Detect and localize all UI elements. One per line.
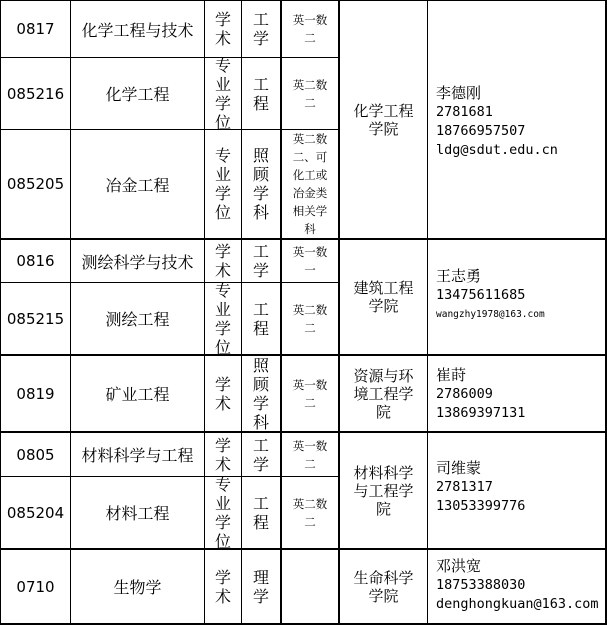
contact-email: denghongkuan@163.com	[436, 596, 599, 612]
degree-type-cell	[205, 550, 241, 623]
exam-cell	[282, 550, 338, 623]
category: 工学	[252, 10, 269, 48]
contact-phone: 2781317	[436, 479, 493, 495]
category-cell	[242, 433, 280, 476]
category-cell	[242, 130, 280, 238]
exam-cell	[282, 240, 338, 282]
contact-email: wangzhy1978@163.com	[436, 309, 545, 320]
exam-subjects: 英二数二	[292, 496, 328, 529]
exam-subjects: 英二数二	[292, 77, 328, 110]
contact-name: 司维蒙	[436, 459, 482, 477]
school-cell	[340, 550, 427, 623]
program-name: 冶金工程	[105, 175, 170, 195]
category: 工程	[252, 74, 269, 113]
category-cell	[242, 240, 280, 282]
exam-cell	[282, 283, 338, 354]
exam-subjects: 英二数二、可化工或冶金类相关学科	[292, 132, 328, 236]
program-name: 化学工程	[105, 85, 170, 104]
degree-type-cell	[205, 280, 241, 357]
exam-subjects: 英一数一	[292, 245, 328, 277]
program-code: 085204	[6, 503, 65, 522]
program-name: 测绘科学与技术	[81, 252, 194, 272]
contact-block	[436, 366, 525, 423]
degree-type-cell	[205, 1, 241, 57]
contact-phone: 2786009	[436, 386, 493, 402]
category-cell	[242, 1, 280, 57]
contact-mobile: 13475611685	[436, 287, 526, 303]
program-code: 085216	[6, 84, 65, 103]
category-cell	[242, 58, 280, 129]
exam-cell	[282, 130, 338, 238]
category-cell	[242, 356, 280, 431]
program-name: 化学工程与技术	[81, 20, 194, 40]
category: 工程	[252, 493, 269, 532]
exam-cell	[282, 356, 338, 431]
contact-email: ldg@sdut.edu.cn	[436, 142, 558, 158]
school-name: 资源与环境工程学院	[353, 366, 414, 421]
program-name: 材料工程	[105, 504, 170, 523]
category-cell	[242, 550, 280, 623]
school-name: 建筑工程学院	[353, 279, 414, 315]
program-code: 085215	[6, 309, 65, 328]
degree-type-cell	[205, 130, 241, 238]
contact-block	[436, 267, 545, 324]
contact-block	[436, 84, 558, 160]
program-code: 085205	[6, 175, 65, 193]
v-line	[427, 0, 428, 625]
degree-type: 专业学位	[214, 280, 231, 357]
contact-mobile: 13053399776	[436, 498, 526, 514]
category: 工程	[252, 299, 269, 338]
contact-name: 王志勇	[436, 267, 482, 285]
exam-cell	[282, 1, 338, 57]
school-cell	[340, 433, 427, 548]
program-code: 0817	[16, 20, 55, 38]
exam-subjects: 英一数二	[292, 377, 328, 410]
program-name: 生物学	[113, 578, 162, 597]
degree-type-cell	[205, 433, 241, 476]
contact-name: 李德刚	[436, 84, 482, 102]
exam-cell	[282, 58, 338, 129]
category: 照顾学科	[252, 355, 269, 432]
degree-type: 学术	[214, 242, 231, 280]
degree-type: 专业学位	[214, 474, 231, 551]
contact-block	[436, 459, 525, 516]
degree-type-cell	[205, 55, 241, 132]
program-code: 0819	[16, 384, 55, 403]
category-cell	[242, 477, 280, 548]
program-name: 材料科学与工程	[81, 446, 194, 465]
category-cell	[242, 283, 280, 354]
exam-cell	[282, 433, 338, 476]
contact-name: 邓洪宽	[436, 557, 482, 575]
degree-type: 专业学位	[214, 146, 231, 222]
degree-type-cell	[205, 240, 241, 282]
category: 理学	[252, 567, 269, 606]
program-code: 0805	[16, 445, 55, 464]
degree-type: 学术	[214, 435, 231, 474]
school-cell	[340, 240, 427, 354]
category: 照顾学科	[252, 146, 269, 222]
contact-mobile: 18766957507	[436, 123, 526, 139]
degree-type: 学术	[214, 567, 231, 606]
contact-phone: 2781681	[436, 104, 493, 120]
exam-cell	[282, 477, 338, 548]
program-name: 矿业工程	[105, 385, 170, 404]
school-name: 化学工程学院	[353, 101, 414, 138]
category: 工学	[252, 435, 269, 474]
program-code: 0710	[16, 577, 55, 596]
degree-type-cell	[205, 474, 241, 551]
degree-type: 学术	[214, 10, 231, 48]
exam-subjects: 英一数二	[292, 13, 328, 45]
program-name: 测绘工程	[105, 310, 170, 329]
school-cell	[340, 1, 427, 238]
school-cell	[340, 356, 427, 431]
degree-type-cell	[205, 356, 241, 431]
contact-mobile: 18753388030	[436, 577, 526, 593]
category: 工学	[252, 242, 269, 280]
exam-subjects: 英一数二	[292, 438, 328, 471]
school-name: 生命科学学院	[353, 568, 414, 605]
contact-block	[436, 557, 599, 614]
degree-type: 学术	[214, 374, 231, 413]
contact-mobile: 13869397131	[436, 405, 526, 421]
exam-subjects: 英二数二	[292, 302, 328, 335]
contact-name: 崔莳	[436, 366, 467, 384]
school-name: 材料科学与工程学院	[353, 463, 414, 518]
program-code: 0816	[16, 252, 55, 270]
degree-type: 专业学位	[214, 55, 231, 132]
